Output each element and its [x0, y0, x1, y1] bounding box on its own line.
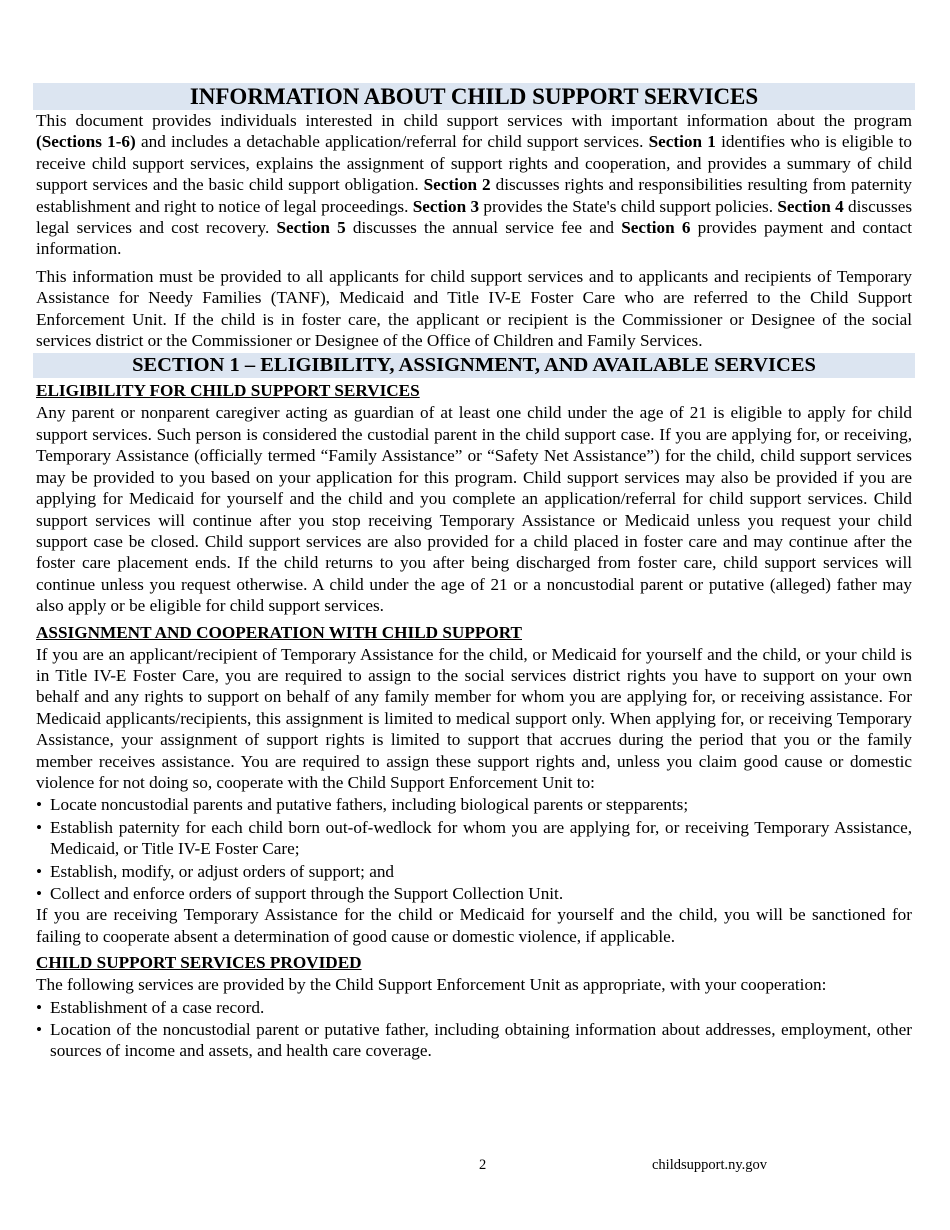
intro-text: This document provides individuals interested in child support services with important information about the program: [36, 111, 912, 130]
list-item-text: Establishment of a case record.: [50, 997, 265, 1017]
document-title: INFORMATION ABOUT CHILD SUPPORT SERVICES: [33, 83, 915, 110]
section-6-ref: Section 6: [621, 218, 691, 238]
intro-text: provides the State's child support policies.: [479, 196, 778, 216]
intro-text: discusses the annual service fee and: [345, 218, 622, 238]
list-item: [36, 817, 912, 860]
section-2-ref: Section 2: [423, 175, 491, 195]
intro-paragraph-2: This information must be provided to all applicants for child support services and to applicants and recipients of Temporary Assistance for Needy Families (TANF), Medicaid and Title IV-E Foster Care who are referred to the Child Support Enforcement Unit. If the child is in foster care, the applicant or recipient is the Commissioner or Designee of the social services district or the Commissioner or Designee of the Office of Children and Family Services.: [36, 266, 912, 351]
page-number: 2: [479, 1157, 487, 1173]
services-heading: CHILD SUPPORT SERVICES PROVIDED: [36, 953, 362, 973]
page-content: [36, 83, 912, 1062]
section-1-heading: SECTION 1 – ELIGIBILITY, ASSIGNMENT, AND AVAILABLE SERVICES: [33, 353, 915, 378]
website-link[interactable]: childsupport.ny.gov: [652, 1157, 768, 1173]
section-4-ref: Section 4: [777, 196, 844, 216]
list-item-text: Establish, modify, or adjust orders of support; and: [50, 861, 395, 881]
list-item-text: Location of the noncustodial parent or putative father, including obtaining information about addresses, employment, other sources of income and assets, and health care coverage.: [50, 1020, 912, 1061]
section-5-ref: Section 5: [276, 218, 346, 238]
eligibility-heading: ELIGIBILITY FOR CHILD SUPPORT SERVICES: [36, 381, 420, 401]
intro-text: discusses rights and responsibilities resulting from paternity establishment and right to notice of legal proceedings.: [36, 175, 913, 216]
list-item: [36, 861, 912, 882]
list-item-text: Collect and enforce orders of support through the Support Collection Unit.: [50, 884, 564, 903]
bullet-icon: •: [36, 1020, 43, 1040]
section-3-ref: Section 3: [412, 196, 480, 216]
assignment-heading: ASSIGNMENT AND COOPERATION WITH CHILD SUPPORT: [36, 622, 522, 642]
intro-text: provides payment and contact information.: [36, 218, 912, 259]
list-item: [36, 1019, 912, 1062]
bullet-icon: •: [36, 795, 43, 815]
assignment-paragraph: If you are an applicant/recipient of Temporary Assistance for the child, or Medicaid for yourself and the child, or your child is in Title IV-E Foster Care, you are required to assign to the social services district rights you have to support on your own behalf and any rights to support on behalf of any family member for whom you are applying for, or receiving assistance. For Medicaid applicants/recipients, this assignment is limited to medical support only. When applying for, or receiving Temporary Assistance, your assignment of support rights is limited to support that accrues during the period that you or the family member receives assistance. You are required to assign these support rights and, unless you claim good cause or domestic violence for not doing so, cooperate with the Child Support Enforcement Unit to:: [36, 644, 912, 792]
list-item: [36, 883, 912, 904]
assignment-bullet-list: [36, 794, 912, 904]
list-item-text: Locate noncustodial parents and putative fathers, including biological parents or stepparents;: [50, 795, 689, 815]
bullet-icon: •: [36, 861, 43, 881]
bullet-icon: •: [36, 997, 43, 1017]
bullet-icon: •: [36, 817, 43, 837]
bullet-icon: •: [36, 884, 43, 903]
sanction-paragraph: If you are receiving Temporary Assistance for the child or Medicaid for yourself and the child, you will be sanctioned for failing to cooperate absent a determination of good cause or domestic violence, if applicable.: [36, 905, 912, 946]
sections-ref: (Sections 1-6): [36, 132, 136, 152]
section-1-ref: Section 1: [648, 132, 716, 152]
intro-text: discusses legal services and cost recovery.: [36, 196, 913, 238]
services-bullet-list: [36, 997, 912, 1062]
services-paragraph: The following services are provided by the Child Support Enforcement Unit as appropriate, with your cooperation:: [36, 975, 827, 995]
list-item: [36, 794, 912, 815]
intro-paragraph-1: [36, 110, 912, 260]
list-item-text: Establish paternity for each child born out-of-wedlock for whom you are applying for, or receiving Temporary Assistance, Medicaid, or Title IV-E Foster Care;: [50, 817, 912, 859]
intro-text: and includes a detachable application/referral for child support services.: [135, 132, 649, 152]
list-item: [36, 997, 912, 1018]
eligibility-paragraph: Any parent or nonparent caregiver acting as guardian of at least one child under the age of 21 is eligible to apply for child support services. Such person is considered the custodial parent in the child support case. If you are applying for, or receiving, Temporary Assistance (officially termed “Family Assistance” or “Safety Net Assistance”) for the child, child support services may be provided to you based on your application for this program. Child support services may also be provided if you are applying for Medicaid for yourself and the child and you complete an application/referral for child support services. Child support services will continue after you stop receiving Temporary Assistance or Medicaid unless you request your child support case be closed. Child support services are also provided for a child placed in foster care and may continue after the foster care placement ends. If the child returns to you after being discharged from foster care, child support services will continue unless you request otherwise. A child under the age of 21 or a noncustodial parent or putative (alleged) father may also apply or be eligible for child support services.: [36, 403, 912, 616]
intro-text: identifies who is eligible to receive child support services, explains the assignment of support rights and cooperation, and provides a summary of child support services and the basic child support obligation.: [36, 132, 913, 195]
